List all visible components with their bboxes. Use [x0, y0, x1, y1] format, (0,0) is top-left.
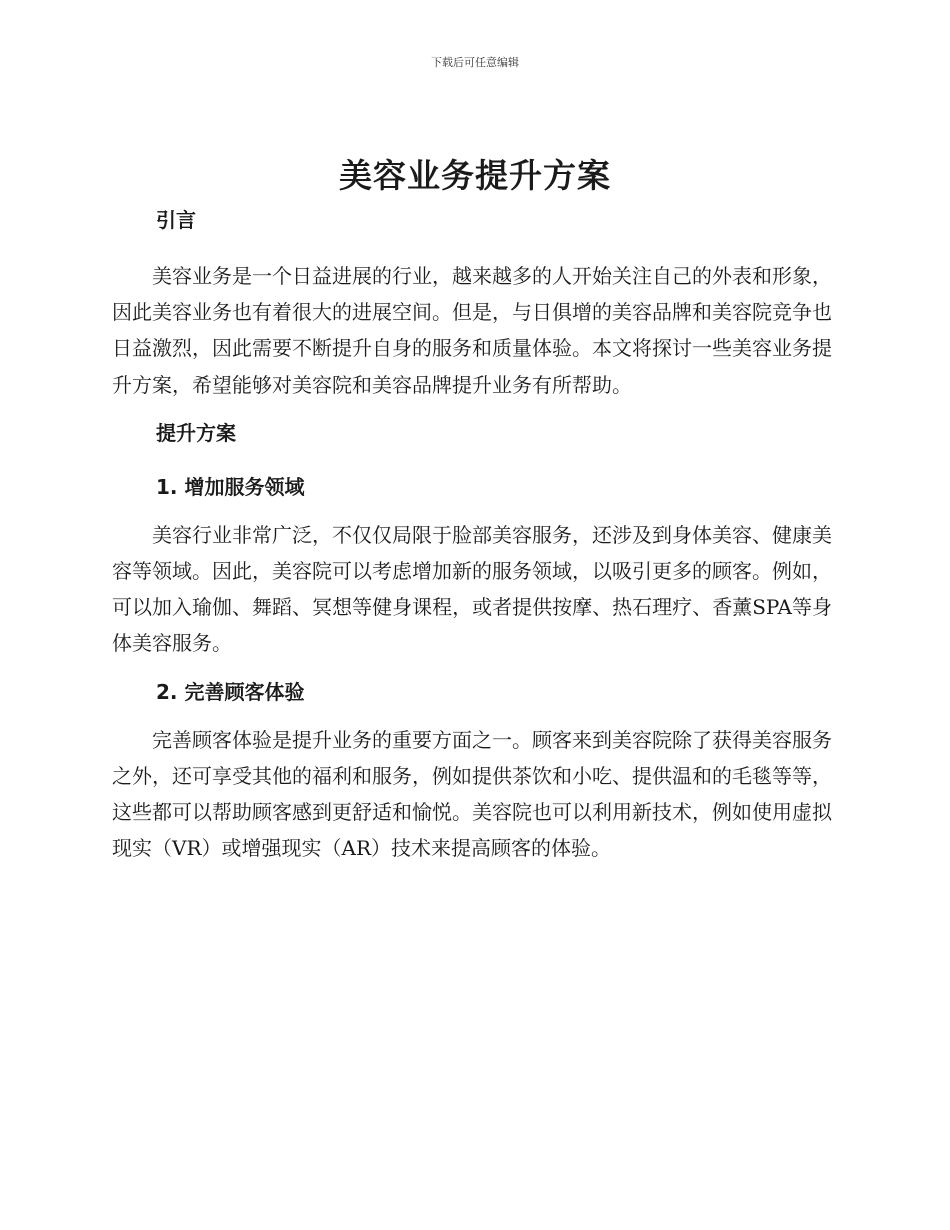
section2-paragraph: 完善顾客体验是提升业务的重要方面之一。顾客来到美容院除了获得美容服务之外，还可享受其他的福利和服务，例如提供茶饮和小吃、提供温和的毛毯等等，这些都可以帮助顾客感到更舒适和愉悦。美容院也可以利用新技术，例如使用虚拟现实（VR）或增强现实（AR）技术来提高顾客的体验。 — [112, 727, 832, 861]
intro-paragraph: 美容业务是一个日益进展的行业，越来越多的人开始关注自己的外表和形象，因此美容业务也有着很大的进展空间。但是，与日俱增的美容品牌和美容院竞争也日益激烈，因此需要不断提升自身的服务和质量体验。本文将探讨一些美容业务提升方案，希望能够对美容院和美容品牌提升业务有所帮助。 — [112, 264, 832, 397]
section1-paragraph: 美容行业非常广泛，不仅仅局限于脸部美容服务，还涉及到身体美容、健康美容等领域。因此，美容院可以考虑增加新的服务领域，以吸引更多的顾客。例如，可以加入瑜伽、舞蹈、冥想等健身课程，或者提供按摩、热石理疗、香薰SPA等身体美容服务。 — [112, 522, 832, 656]
section1-heading: 1. 增加服务领域 — [156, 474, 305, 499]
section2-heading: 2. 完善顾客体验 — [156, 679, 305, 704]
intro-heading: 引言 — [156, 208, 196, 232]
page-header: 下载后可任意编辑 — [431, 56, 519, 69]
document-body — [112, 200, 832, 866]
document-title: 美容业务提升方案 — [339, 156, 611, 195]
plan-heading: 提升方案 — [156, 420, 236, 445]
